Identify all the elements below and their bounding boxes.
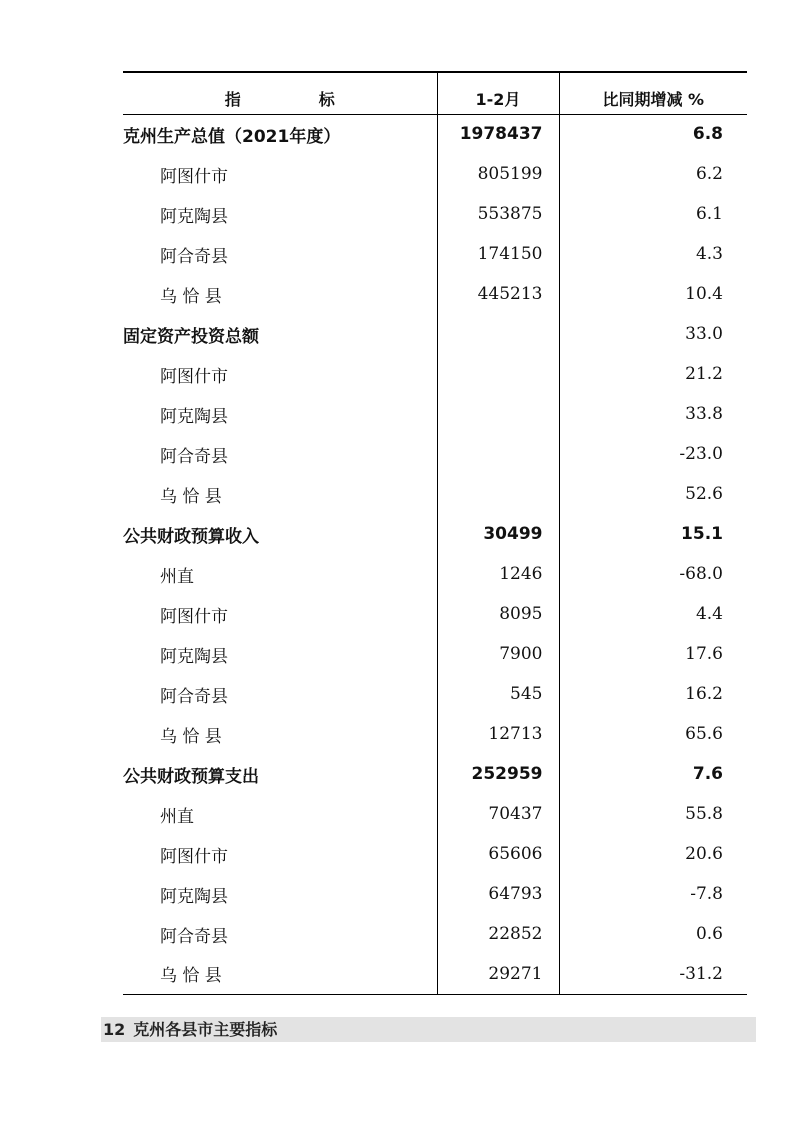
row-value: 445213 <box>437 274 559 314</box>
row-value: 12713 <box>437 714 559 754</box>
row-label: 阿合奇县 <box>160 926 228 947</box>
row-label: 阿克陶县 <box>160 886 228 907</box>
row-value: 252959 <box>437 754 559 794</box>
row-label: 阿图什市 <box>160 366 228 387</box>
row-label: 阿图什市 <box>160 166 228 187</box>
row-change: 33.8 <box>685 404 723 424</box>
indicator-table <box>123 71 747 995</box>
table-row <box>123 234 747 274</box>
row-change: 33.0 <box>685 324 723 344</box>
table-row <box>123 594 747 634</box>
row-value: 30499 <box>437 514 559 554</box>
row-change: 20.6 <box>685 844 723 864</box>
table-row <box>123 114 747 154</box>
row-change: 7.6 <box>692 764 723 784</box>
header-period: 1-2月 <box>437 72 559 114</box>
row-change: 52.6 <box>685 484 723 504</box>
table-row <box>123 274 747 314</box>
row-change: -23.0 <box>679 444 723 464</box>
row-change: 15.1 <box>681 524 723 544</box>
row-change: 65.6 <box>685 724 723 744</box>
row-change: 21.2 <box>685 364 723 384</box>
row-label: 乌 恰 县 <box>160 286 222 307</box>
row-value <box>437 474 559 514</box>
row-change: 6.2 <box>695 164 723 184</box>
row-value: 70437 <box>437 794 559 834</box>
row-change: 10.4 <box>685 284 723 304</box>
row-label: 州直 <box>160 566 194 587</box>
row-value: 805199 <box>437 154 559 194</box>
table-row <box>123 714 747 754</box>
row-value: 553875 <box>437 194 559 234</box>
table-row <box>123 834 747 874</box>
row-change: 6.1 <box>695 204 723 224</box>
row-label: 乌 恰 县 <box>160 486 222 507</box>
table-row <box>123 354 747 394</box>
row-value <box>437 394 559 434</box>
row-change: -68.0 <box>679 564 723 584</box>
row-label: 阿合奇县 <box>160 446 228 467</box>
table-row <box>123 474 747 514</box>
row-label: 公共财政预算支出 <box>123 766 259 787</box>
row-change: 4.4 <box>695 604 723 624</box>
table-row <box>123 154 747 194</box>
row-change: 16.2 <box>685 684 723 704</box>
row-label: 阿图什市 <box>160 606 228 627</box>
page-number: 12 <box>103 1020 126 1039</box>
row-change: 17.6 <box>685 644 723 664</box>
row-change: 6.8 <box>692 124 723 145</box>
table-body <box>123 114 747 994</box>
row-change: -31.2 <box>559 954 747 994</box>
row-change: -7.8 <box>690 884 723 904</box>
row-label: 乌 恰 县 <box>160 726 222 747</box>
row-value: 64793 <box>437 874 559 914</box>
table-row <box>123 394 747 434</box>
header-indicator: 指 标 <box>123 72 437 114</box>
row-label: 阿克陶县 <box>160 646 228 667</box>
indicator-table-wrapper <box>123 71 747 995</box>
table-row <box>123 634 747 674</box>
row-change: 0.6 <box>695 924 723 944</box>
footer-title: 克州各县市主要指标 <box>133 1020 278 1039</box>
row-value: 65606 <box>437 834 559 874</box>
row-value: 1246 <box>437 554 559 594</box>
row-value: 174150 <box>437 234 559 274</box>
row-label: 公共财政预算收入 <box>123 526 259 547</box>
row-label: 阿图什市 <box>160 846 228 867</box>
table-header-row <box>123 72 747 114</box>
row-label: 固定资产投资总额 <box>123 326 259 347</box>
table-row <box>123 434 747 474</box>
table-row <box>123 194 747 234</box>
row-label: 阿合奇县 <box>160 246 228 267</box>
row-value <box>437 434 559 474</box>
table-row <box>123 514 747 554</box>
row-value <box>437 354 559 394</box>
page-footer <box>101 1017 756 1042</box>
row-change: 4.3 <box>695 244 723 264</box>
table-row <box>123 794 747 834</box>
row-change: 55.8 <box>685 804 723 824</box>
row-value: 1978437 <box>437 114 559 154</box>
row-label: 阿克陶县 <box>160 406 228 427</box>
row-value: 29271 <box>437 954 559 994</box>
row-value: 7900 <box>437 634 559 674</box>
table-row <box>123 554 747 594</box>
table-row <box>123 754 747 794</box>
row-value: 545 <box>437 674 559 714</box>
row-label: 阿合奇县 <box>160 686 228 707</box>
row-label: 阿克陶县 <box>160 206 228 227</box>
table-row <box>123 314 747 354</box>
table-row <box>123 954 747 994</box>
table-row <box>123 874 747 914</box>
row-label: 乌 恰 县 <box>123 954 437 994</box>
row-value <box>437 314 559 354</box>
row-label: 州直 <box>160 806 194 827</box>
row-value: 8095 <box>437 594 559 634</box>
table-row <box>123 674 747 714</box>
table-row <box>123 914 747 954</box>
row-label: 克州生产总值（2021年度） <box>123 126 341 147</box>
header-change: 比同期增减 % <box>559 72 747 114</box>
row-value: 22852 <box>437 914 559 954</box>
